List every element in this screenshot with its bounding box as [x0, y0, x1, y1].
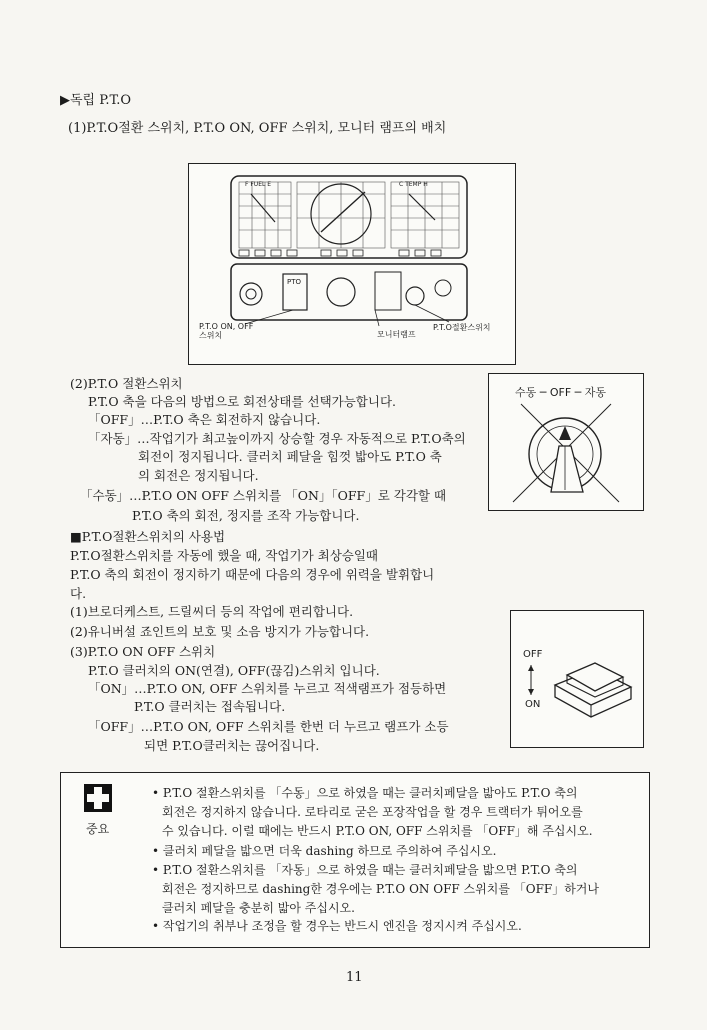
usage-heading: ■P.T.O절환스위치의 사용법	[70, 529, 226, 544]
section2-line: 「수동」…P.T.O ON OFF 스위치를 「ON」「OFF」로 각각할 때	[80, 488, 447, 503]
page-number: 11	[346, 970, 363, 985]
section3-line: 「OFF」…P.T.O ON, OFF 스위치를 한번 더 누르고 램프가 소등	[88, 719, 449, 734]
temp-gauge-label: C TEMP H	[399, 181, 428, 188]
notice-line: 회전은 정지하므로 dashing한 경우에는 P.T.O ON OFF 스위치를 「OFF」하거나	[162, 882, 599, 896]
usage-line: 다.	[70, 586, 87, 601]
usage-line: P.T.O절환스위치를 자동에 했을 때, 작업기가 최상승일때	[70, 548, 378, 563]
section2-line: P.T.O 축을 다음의 방법으로 회전상태를 선택가능합니다.	[88, 394, 396, 409]
section2-line: P.T.O 축의 회전, 정지를 조작 가능합니다.	[132, 508, 360, 523]
section2-line: 「자동」…작업기가 최고높이까지 상승할 경우 자동적으로 P.T.O축의	[88, 431, 466, 446]
sub-title: (1)P.T.O절환 스위치, P.T.O ON, OFF 스위치, 모니터 램프의 배치	[68, 121, 447, 136]
push-switch-on-label: ON	[525, 699, 541, 710]
callout-pto-selector-switch: P.T.O절환스위치	[433, 323, 491, 332]
section2-line: 의 회전은 정지됩니다.	[138, 468, 259, 483]
section3-line: P.T.O 클러치의 ON(연결), OFF(끊김)스위치 입니다.	[88, 663, 380, 678]
usage-line: P.T.O 축의 회전이 정지하기 때문에 다음의 경우에 위력을 발휘합니	[70, 567, 435, 582]
section3-line: 「ON」…P.T.O ON, OFF 스위치를 누르고 적색램프가 점등하면	[88, 681, 447, 696]
section2-line: 「OFF」…P.T.O 축은 회전하지 않습니다.	[88, 412, 321, 427]
first-aid-cross-icon	[84, 784, 112, 812]
callout-pto-on-off-switch	[199, 322, 253, 340]
notice-label: 중요	[86, 822, 110, 836]
pto-knob-label: PTO	[287, 278, 302, 286]
usage-line: (2)유니버설 죠인트의 보호 및 소음 방지가 가능합니다.	[70, 624, 370, 639]
callout-monitor-lamp: 모니터램프	[377, 330, 416, 339]
callout-left-line1: P.T.O ON, OFF	[199, 322, 254, 331]
push-switch-off-label: OFF	[523, 649, 543, 660]
fuel-gauge-label: F FUEL E	[245, 181, 272, 188]
notice-line: • 클러치 페달을 밟으면 더욱 dashing 하므로 주의하여 주십시오.	[152, 844, 497, 858]
notice-line: • 작업기의 취부나 조정을 할 경우는 반드시 엔진을 정지시켜 주십시오.	[152, 919, 522, 933]
push-switch-figure	[510, 610, 644, 748]
notice-line: • P.T.O 절환스위치를 「자동」으로 하였을 때는 클러치페달을 밟으면 P.T.O 축의	[152, 863, 578, 877]
section-title: ▶독립 P.T.O	[60, 93, 132, 108]
usage-line: (1)브로더케스트, 드릴씨더 등의 작업에 편리합니다.	[70, 604, 354, 619]
selector-switch-figure	[488, 373, 644, 511]
push-switch-drawing	[511, 611, 643, 747]
section3-line: 되면 P.T.O클러치는 끊어집니다.	[144, 738, 320, 753]
notice-line: • P.T.O 절환스위치를 「수동」으로 하였을 때는 클러치페달을 밟아도 P.T.O 축의	[152, 786, 578, 800]
section2-heading: (2)P.T.O 절환스위치	[70, 376, 183, 391]
selector-switch-caption: 수동 ─ OFF ─ 자동	[515, 386, 607, 399]
section3-line: P.T.O 클러치는 접속됩니다.	[134, 699, 286, 714]
instrument-panel-figure	[188, 163, 516, 365]
section2-line: 회전이 정지됩니다. 클러치 페달을 힘껏 밟아도 P.T.O 축	[138, 449, 442, 464]
notice-line: 클러치 페달을 충분히 밟아 주십시오.	[162, 901, 355, 915]
section3-heading: (3)P.T.O ON OFF 스위치	[70, 644, 216, 659]
notice-line: 수 있습니다. 이럴 때에는 반드시 P.T.O ON, OFF 스위치를 「OFF」해 주십시오.	[162, 824, 593, 838]
callout-left-line2: 스위치	[199, 331, 223, 340]
notice-line: 회전은 정지하지 않습니다. 로타리로 굳은 포장작업을 할 경우 트랙터가 튀어오를	[162, 805, 583, 819]
